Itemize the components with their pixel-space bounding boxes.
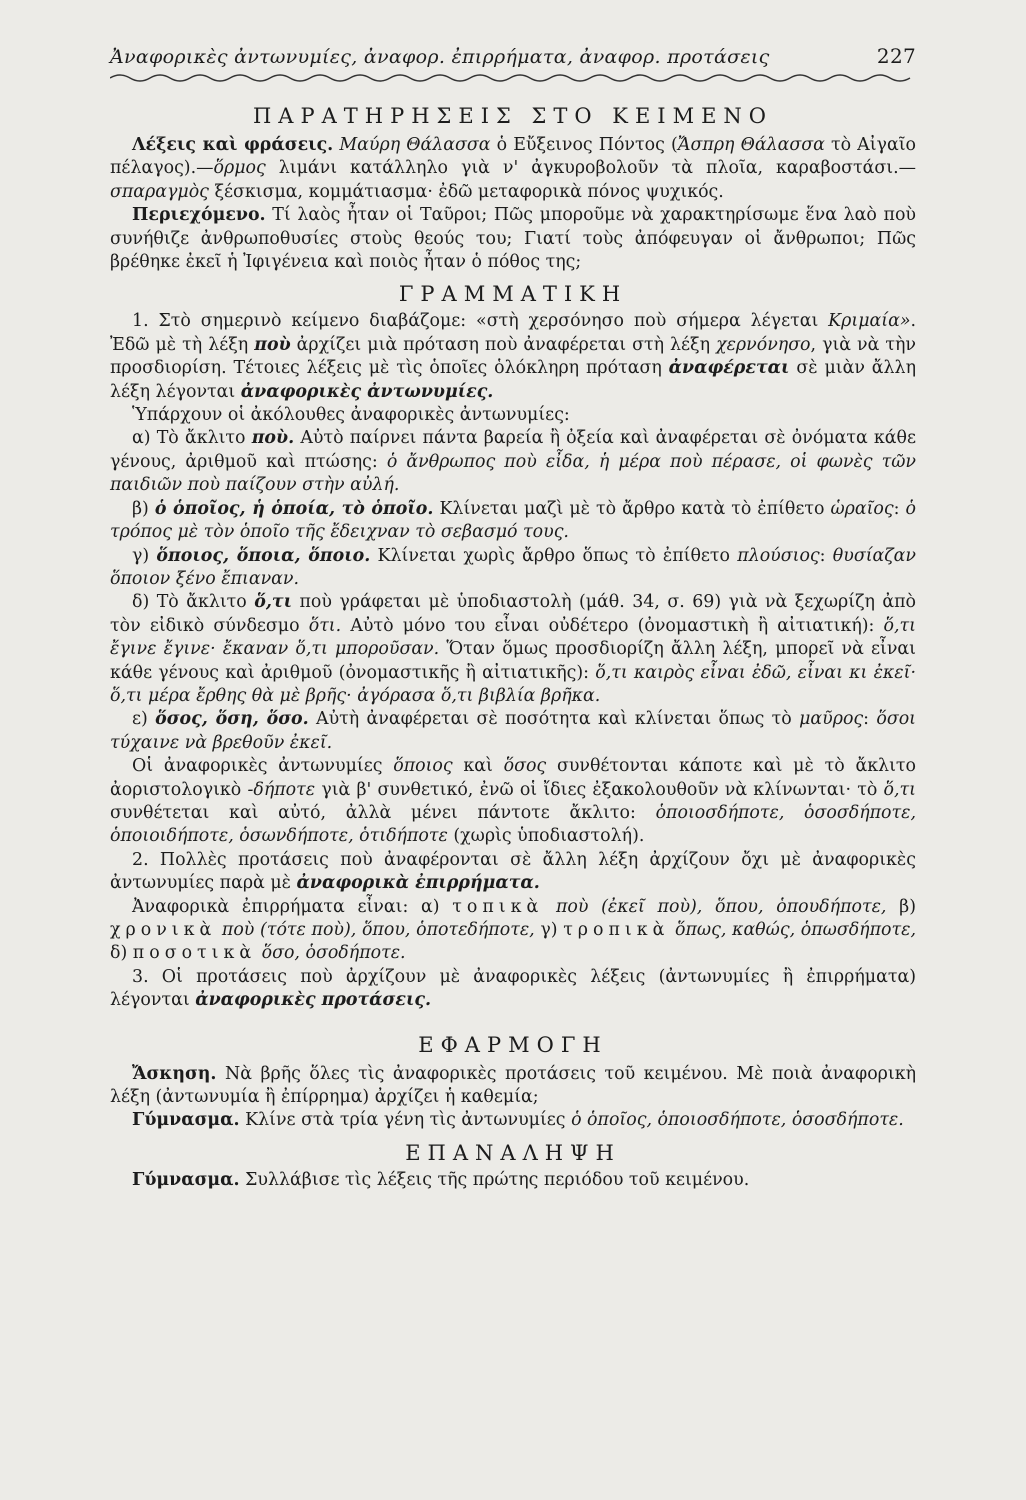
d-t7: Ὅταν ὅμως προσδιορίζη ἄλλη λέξη, μπορεῖ νὰ εἶναι κάθε γένους καὶ ἀριθμοῦ (ὀνομαστικῆς ἢ αἰτιατικῆς): [110,639,916,683]
g1-t9: σὲ μιὰν ἄλλη λέξη λέγονται [110,358,916,402]
adv-t6: ποὺ (τότε ποὺ), ὅπου, ὁποτεδήποτε, [216,920,535,940]
paragraph-lexeis [110,134,916,204]
g1-t10: ἀναφορικὲς ἀντωνυμίες. [240,381,494,402]
decorative-wave-rule [110,72,916,84]
adv-t3: ποὺ (ἐκεῖ ποὺ), ὅπου, ὁπουδήποτε, [543,896,887,917]
paragraph-grammar-2 [110,849,916,896]
cmp-t4: ὅσος [503,756,547,777]
adv-t2: τοπικὰ [452,896,544,917]
e-t6: ὅσοι τύχαινε νὰ βρεθοῦν ἐκεῖ. [110,709,916,753]
cmp-t5: συνθέτονται κάποτε καὶ μὲ τὸ ἄκλιτο ἀοριστολογικὸ [110,756,916,800]
lexeis-t2: ὁ Εὔξεινος Πόντος ( [496,135,678,155]
g1-t1: 1. Στὸ σημερινὸ κείμενο διαβάζομε: «στὴ χερσόνησο ποὺ σήμερα λέγεται [132,311,829,332]
d-t1: δ) Τὸ ἄκλιτο [132,592,255,613]
gymnasma-app-lead: Γύμνασμα. [132,1110,240,1131]
a-t4: ὁ ἄνθρωπος ποὺ εἶδα, ἡ μέρα ποὺ πέρασε, οἱ φωνὲς τῶν παιδιῶν ποὺ παίζουν στὴν αὐλή. [110,451,916,496]
g1-t2: Κριμαία» [828,311,911,332]
d-t4: ὅτι. [308,615,342,636]
paragraph-adverbs [110,896,916,966]
paragraph-gymnasma-review [110,1169,916,1192]
lexeis-t3: Ἄσπρη Θάλασσα [677,135,825,155]
a-t2: ποὺ. [251,428,295,449]
askisi-lead: Ἄσκηση. [132,1063,217,1084]
lexeis-lead: Λέξεις καὶ φράσεις. [132,135,334,155]
gymnasma-app-t2: ὁ ὁποῖος, ὁποιοσδήποτε, ὁσοσδήποτε. [571,1110,904,1131]
adv-t1: Ἀναφορικὰ ἐπιρρήματα εἶναι: α) [132,896,453,917]
cmp-t3: καὶ [452,756,504,777]
periexomeno-text: Τί λαὸς ἦταν οἱ Ταῦροι; Πῶς μποροῦμε νὰ χαρακτηρίσωμε ἕνα λαὸ ποὺ συνήθιζε ἀνθρωποθυσίες στοὺς θεούς του; Γιατί τοὺς ἀπόφευγαν οἱ ἄνθρωποι; Πῶς βρέθηκε ἐκεῖ ἡ Ἰφιγένεια καὶ ποιὸς ἦταν ὁ πόθος της; [110,205,917,273]
adv-t8: τροπικὰ [563,920,670,940]
cmp-t9: συνθέτεται καὶ αὐτό, ἀλλὰ μένει πάντοτε ἄκλιτο: [110,802,656,823]
e-t4: μαῦρος [799,709,864,730]
b-t6: ὁ τρόπος μὲ τὸν ὁποῖο τῆς ἔδειχναν τὸ σεβασμό τους. [110,498,917,543]
d-t6: ὅ,τι ἔγινε ἔγινε· ἔκαναν ὅ,τι μποροῦσαν. [110,615,916,660]
cmp-t7: γιὰ β' συνθετικό, ἐνῶ οἱ ἴδιες ἐξακολουθοῦν νὰ κλίνωνται· τὸ [315,779,884,800]
d-t5: Αὐτὸ μόνο του εἶναι οὐδέτερο (ὀνομαστικὴ ἢ αἰτιατική): [341,615,884,636]
paragraph-gymnasma-application [110,1109,916,1132]
b-t2: ὁ ὁποῖος, ἡ ὁποία, τὸ ὁποῖο. [154,498,434,519]
section-title-application: ΕΦΑΡΜΟΓΗ [418,1032,608,1057]
gymnasma-rev-text: Συλλάβισε τὶς λέξεις τῆς πρώτης περιόδου τοῦ κειμένου. [239,1169,750,1190]
adv-t10: δ) [110,943,133,964]
lexeis-t7: σπαραγμὸς [110,181,209,202]
cmp-t11: (χωρὶς ὑποδιαστολή). [447,826,645,847]
paragraph-intro: Ὑπάρχουν οἱ ἀκόλουθες ἀναφορικὲς ἀντωνυμίες: [132,405,570,426]
adv-t9: ὅπως, καθώς, ὁπωσδήποτε, [669,920,916,940]
c-t1: γ) [132,545,157,566]
g1-t7: , γιὰ νὰ τὴν προσδιορίση. Τέτοιες λέξεις μὲ τὶς ὁποῖες ὁλόκληρη πρόταση [110,334,916,379]
page-number: 227 [876,44,916,68]
lexeis-t8: ξέσκισμα, κομμάτιασμα· ἐδῶ μεταφορικὰ πόνος ψυχικός. [214,181,724,202]
paragraph-a [110,427,916,497]
gymnasma-app-t1: Κλίνε στὰ τρία γένη τὶς ἀντωνυμίες [239,1110,572,1131]
adv-t11: ποσοτικὰ [132,943,257,964]
g1-t6: χερνόνησο [716,334,811,355]
g3-t1: 3. Οἱ προτάσεις ποὺ ἀρχίζουν μὲ ἀναφορικὲς λέξεις (ἀντωνυμίες ἢ ἐπιρρήματα) λέγονται [110,966,916,1011]
gymnasma-rev-lead: Γύμνασμα. [132,1169,240,1190]
paragraph-grammar-3 [110,966,916,1013]
g1-t5: ἀρχίζει μιὰ πρόταση ποὺ ἀναφέρεται στὴ λέξη [290,334,717,355]
paragraph-c [110,545,916,592]
paragraph-b [110,498,916,545]
adv-t7: γ) [534,920,564,940]
cmp-t1: Οἱ ἀναφορικὲς ἀντωνυμίες [132,756,394,777]
d-t8: ὅ,τι καιρὸς εἶναι ἐδῶ, εἶναι κι ἐκεῖ· ὅ,τι μέρα ἔρθης θὰ μὲ βρῆς· ἀγόρασα ὅ,τι βιβλία βρῆκα. [110,662,916,706]
g1-t8: ἀναφέρεται [668,358,790,379]
b-t3: Κλίνεται μαζὶ μὲ τὸ ἄρθρο κατὰ τὸ ἐπίθετο [433,498,831,519]
e-t1: ε) [132,709,156,730]
a-t1: α) Τὸ ἄκλιτο [132,428,252,449]
c-t6: θυσίαζαν ὅποιον ξένο ἔπιαναν. [110,545,916,589]
section-title-grammar: ΓΡΑΜΜΑΤΙΚΗ [398,282,628,307]
section-title-notes: ΠΑΡΑΤΗΡΗΣΕΙΣ ΣΤΟ ΚΕΙΜΕΝΟ [252,104,774,128]
d-t2: ὅ,τι [254,592,292,613]
section-title-review: ΕΠΑΝΑΛΗΨΗ [405,1140,621,1165]
running-head [110,44,916,68]
paragraph-e [110,708,916,755]
paragraph-compounds [110,755,916,849]
b-t1: β) [132,498,155,519]
lexeis-t5: ὅρμος [213,158,266,179]
lexeis-t1: Μαύρη Θάλασσα [339,135,491,155]
c-t5: : [819,545,833,566]
paragraph-periexomeno [110,204,916,274]
cmp-t6: -δήποτε [247,779,316,800]
paragraph-grammar-1 [110,310,916,404]
askisi-text: Νὰ βρῆς ὅλες τὶς ἀναφορικὲς προτάσεις τοῦ κειμένου. Μὲ ποιὰ ἀναφορικὴ λέξη (ἀντωνυμία ἢ ἐπίρρημα) ἀρχίζει ἡ καθεμία; [110,1063,916,1108]
e-t3: Αὐτὴ ἀναφέρεται σὲ ποσότητα καὶ κλίνεται ὅπως τὸ [308,709,800,730]
periexomeno-lead: Περιεχόμενο. [132,205,266,226]
c-t4: πλούσιος [737,545,820,566]
c-t2: ὅποιος, ὅποια, ὅποιο. [156,545,371,566]
g1-t3: . Ἐδῶ μὲ τὴ λέξη [110,311,916,355]
cmp-t10: ὁποιοσδήποτε, ὁσοσδήποτε, ὁποιοιδήποτε, ὁσωνδήποτε, ὁτιδήποτε [110,802,917,847]
lexeis-t6: λιμάνι κατάλληλο γιὰ ν' ἀγκυροβολοῦν τὰ πλοῖα, καραβοστάσι.— [278,158,916,179]
e-t5: : [863,709,877,730]
running-title: Ἀναφορικὲς ἀντωνυμίες, ἀναφορ. ἐπιρρήματα, ἀναφορ. προτάσεις [110,46,770,68]
adv-t12: ὅσο, ὁσοδήποτε. [256,943,406,964]
g3-t2: ἀναφορικὲς προτάσεις. [195,990,432,1011]
c-t3: Κλίνεται χωρὶς ἄρθρο ὅπως τὸ ἐπίθετο [370,545,738,566]
b-t4: ὡραῖος [830,498,894,519]
paragraph-askisi [110,1063,916,1110]
a-t3: Αὐτὸ παίρνει πάντα βαρεία ἢ ὀξεία καὶ ἀναφέρεται σὲ ὀνόματα κάθε γένους, ἀριθμοῦ καὶ πτώσης: [110,428,916,472]
cmp-t2: ὅποιος [393,756,453,777]
paragraph-d [110,591,916,708]
lexeis-t4: τὸ Αἰγαῖο πέλαγος).— [110,135,916,179]
e-t2: ὅσος, ὅση, ὅσο. [155,709,309,730]
adv-t5: χρονικὰ [110,920,217,940]
b-t5: : [893,498,906,519]
g1-t4: ποὺ [254,334,291,355]
adv-t4: β) [886,896,917,917]
cmp-t8: ὅ,τι [883,779,916,800]
g2-t2: ἀναφορικὰ ἐπιρρήματα. [296,873,540,894]
d-t3: ποὺ γράφεται μὲ ὑποδιαστολὴ (μάθ. 34, σ. 69) γιὰ νὰ ξεχωρίζη ἀπὸ τὸν εἰδικὸ σύνδεσμο [110,592,916,636]
g2-t1: 2. Πολλὲς προτάσεις ποὺ ἀναφέρονται σὲ ἄλλη λέξη ἀρχίζουν ὄχι μὲ ἀναφορικὲς ἀντωνυμίες παρὰ μὲ [110,849,916,894]
